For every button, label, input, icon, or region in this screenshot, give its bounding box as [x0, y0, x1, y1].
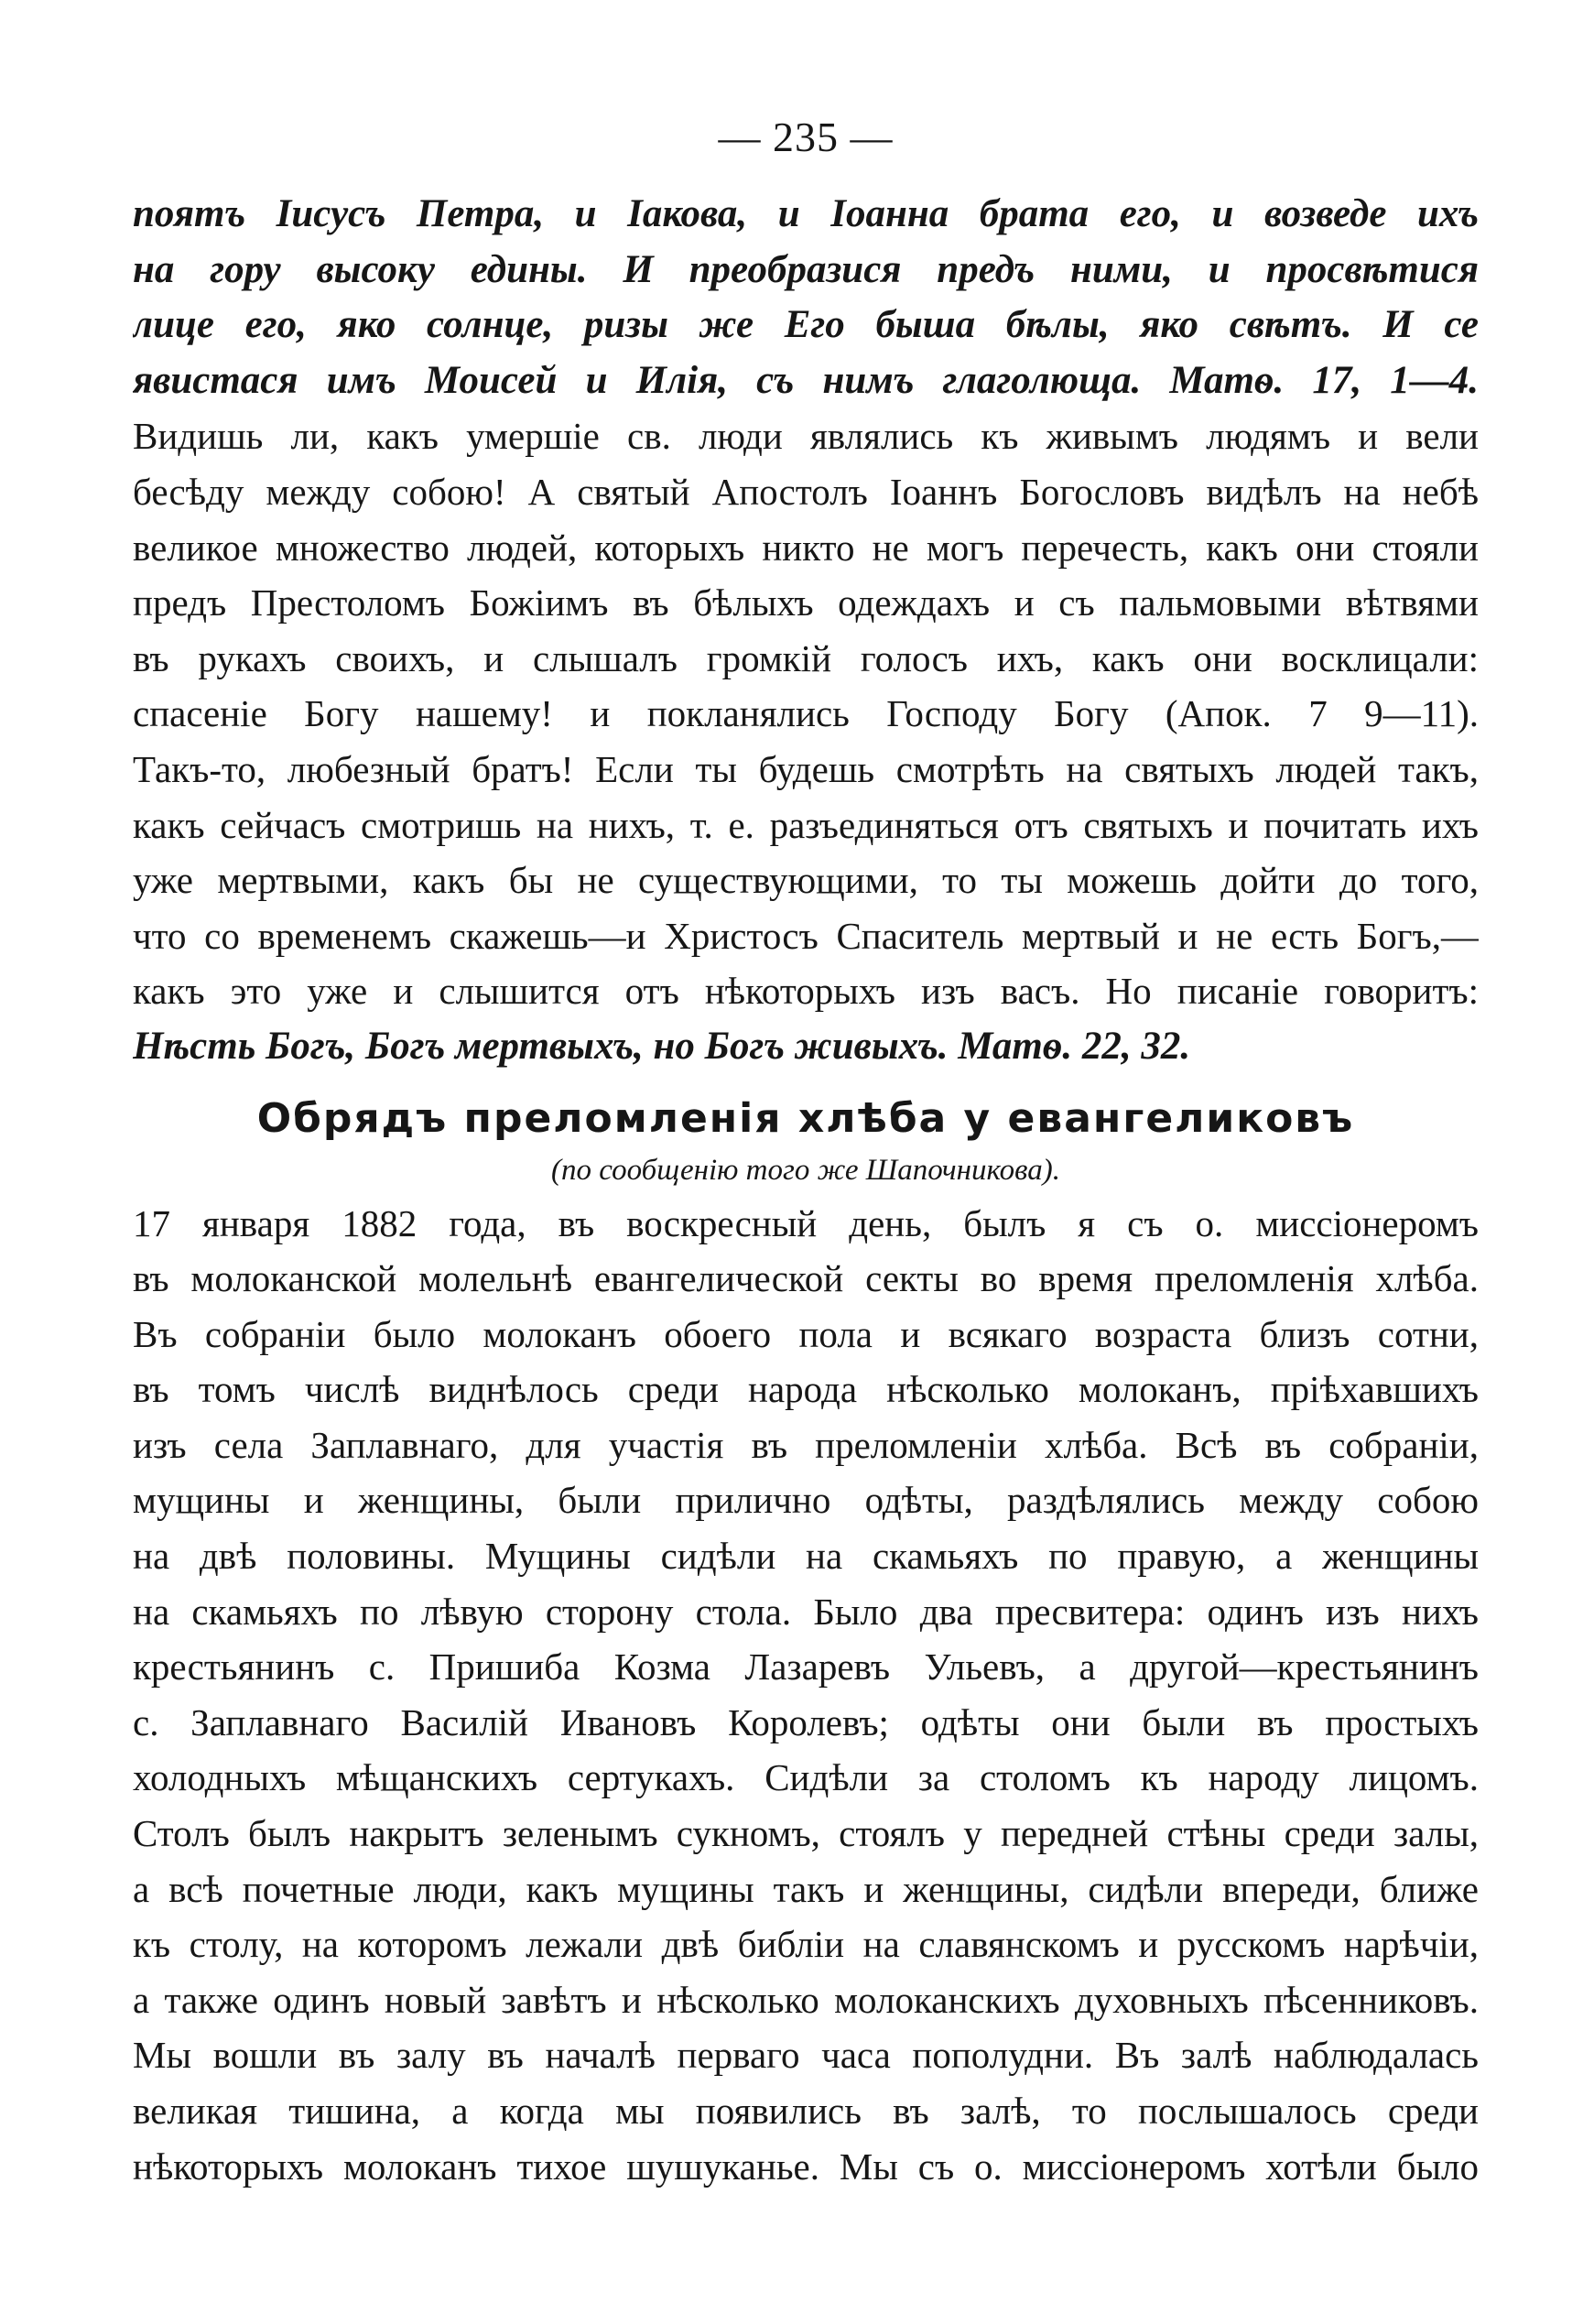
text-line: поятъ Іисусъ Петра, и Іакова, и Іоанна брата его, и возведе ихъ — [133, 192, 1479, 235]
text-line: въ рукахъ своихъ, и слышалъ громкій голосъ ихъ, какъ они восклицали: — [133, 636, 1479, 679]
scripture-quote-closing — [133, 1019, 1479, 1075]
text-line: великое множество людей, которыхъ никто не могъ перечесть, какъ они стояли — [133, 526, 1479, 569]
text-line: на гору высоку едины. И преобразися предъ ними, и просвѣтися — [133, 247, 1479, 291]
text-line: а также одинъ новый завѣтъ и нѣсколько молоканскихъ духовныхъ пѣсенниковъ. — [133, 1978, 1479, 2021]
text-line: великая тишина, а когда мы появились въ залѣ, то послышалось среди — [133, 2090, 1479, 2132]
text-line: Столъ былъ накрытъ зеленымъ сукномъ, стоялъ у передней стѣны среди залы, — [133, 1812, 1479, 1855]
text-line: предъ Престоломъ Божіимъ въ бѣлыхъ одеждахъ и съ пальмовыми вѣтвями — [133, 581, 1479, 624]
text-line: Такъ-то, любезный братъ! Если ты будешь смотрѣть на святыхъ людей такъ, — [133, 747, 1479, 790]
text-line: въ молоканской молельнѣ евангелической секты во время преломленія хлѣба. — [133, 1257, 1479, 1300]
text-line: Видишь ли, какъ умершіе св. люди являлись къ живымъ людямъ и вели — [133, 415, 1479, 458]
text-line: крестьянинъ с. Пришиба Козма Лазаревъ Ульевъ, а другой—крестьянинъ — [133, 1645, 1479, 1689]
text-line: а всѣ почетные люди, какъ мущины такъ и женщины, сидѣли впереди, ближе — [133, 1867, 1479, 1910]
text-line: изъ села Заплавнаго, для участія въ преломленіи хлѣба. Всѣ въ собраніи, — [133, 1423, 1479, 1466]
text-line: Мы вошли въ залу въ началѣ перваго часа пополудни. Въ залѣ наблюдалась — [133, 2034, 1479, 2077]
text-line: какъ это уже и слышится отъ нѣкоторыхъ изъ васъ. Но писаніе говоритъ: — [133, 970, 1479, 1013]
text-line: на двѣ половины. Мущины сидѣли на скамьяхъ по правую, а женщины — [133, 1535, 1479, 1578]
text-line: явистася имъ Моисей и Илія, съ нимъ глаголюща. Матѳ. 17, 1—4. — [133, 358, 1479, 402]
text-line: бесѣду между собою! А святый Апостолъ Іоаннъ Богословъ видѣлъ на небѣ — [133, 470, 1479, 513]
book-page — [133, 101, 1479, 2194]
scripture-quote — [133, 187, 1479, 408]
text-line: уже мертвыми, какъ бы не существующими, то ты можешь дойти до того, — [133, 859, 1479, 902]
text-line: 17 января 1882 года, въ воскресный день, былъ я съ о. миссіонеромъ — [133, 1201, 1479, 1244]
text-line: въ томъ числѣ виднѣлось среди народа нѣсколько молоканъ, пріѣхавшихъ — [133, 1368, 1479, 1411]
text-line: на скамьяхъ по лѣвую сторону стола. Было два пресвитера: одинъ изъ нихъ — [133, 1590, 1479, 1633]
commentary-paragraph — [133, 408, 1479, 1019]
section-body — [133, 1196, 1479, 2195]
text-line: что со временемъ скажешь—и Христосъ Спаситель мертвый и не есть Богъ,— — [133, 914, 1479, 957]
text-line: нѣкоторыхъ молоканъ тихое шушуканье. Мы съ о. миссіонеромъ хотѣли было — [133, 2145, 1479, 2188]
text-line: с. Заплавнаго Василій Ивановъ Королевъ; одѣты они были въ простыхъ — [133, 1700, 1479, 1743]
section-subtitle: (по сообщенію того же Шапочникова). — [551, 1153, 1060, 1187]
text-line: холодныхъ мѣщанскихъ сертукахъ. Сидѣли за столомъ къ народу лицомъ. — [133, 1756, 1479, 1799]
text-line: какъ сейчасъ смотришь на нихъ, т. е. разъединяться отъ святыхъ и почитать ихъ — [133, 803, 1479, 846]
text-line: лице его, яко солнце, ризы же Его быша бѣлы, яко свѣтъ. И се — [133, 303, 1479, 347]
text-line: Въ собраніи было молоканъ обоего пола и всякаго возраста близъ сотни, — [133, 1312, 1479, 1355]
page-number: — 235 — — [718, 114, 894, 160]
text-line: мущины и женщины, были прилично одѣты, раздѣлялись между собою — [133, 1479, 1479, 1522]
text-line: къ столу, на которомъ лежали двѣ библіи на славянскомъ и русскомъ нарѣчіи, — [133, 1923, 1479, 1966]
section-title: Обрядъ преломленія хлѣба у евангеликовъ — [256, 1094, 1355, 1142]
text-line: спасеніе Богу нашему! и покланялись Господу Богу (Апок. 7 9—11). — [133, 692, 1479, 735]
text-line: Нѣсть Богъ, Богъ мертвыхъ, но Богъ живыхъ. Матѳ. 22, 32. — [133, 1024, 1191, 1068]
